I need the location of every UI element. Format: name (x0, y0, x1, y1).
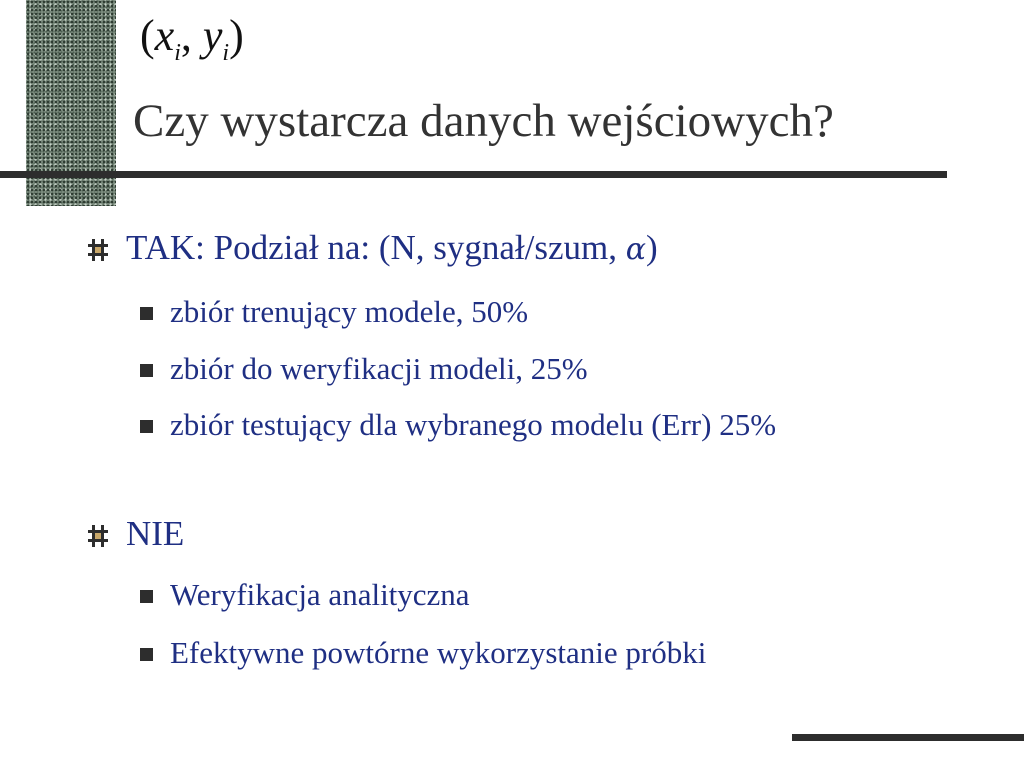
sub-bullet-reuse (140, 634, 880, 671)
square-bullet-icon (140, 307, 153, 320)
sub-bullet-label: zbiór do weryfikacji modeli, 25% (170, 351, 588, 386)
square-bullet-icon (140, 420, 153, 433)
sub-bullet-label: zbiór trenujący modele, 50% (170, 294, 529, 329)
formula-x: x (154, 11, 175, 60)
square-bullet-icon (140, 590, 153, 603)
bullet-nie-label: NIE (126, 514, 185, 553)
square-bullet-icon (140, 364, 153, 377)
formula-x-sub: i (174, 40, 181, 66)
formula-y-sub: i (222, 40, 230, 66)
sub-bullet-test (140, 406, 870, 443)
sub-bullet-analytic (140, 576, 880, 613)
slide-title: Czy wystarcza danych wejściowych? (133, 95, 834, 147)
formula-open-paren: ( (140, 11, 155, 60)
sub-bullet-label: Efektywne powtórne wykorzystanie próbki (170, 635, 707, 670)
hash-bullet-icon (88, 239, 108, 261)
sub-bullet-train (140, 293, 880, 330)
bullet-tak-label: TAK: Podział na: (N, sygnał/szum, α) (126, 228, 658, 267)
alpha-symbol: α (625, 232, 647, 267)
sub-bullet-label: Weryfikacja analityczna (170, 577, 470, 612)
formula-y: y (202, 11, 223, 60)
sub-bullet-validation (140, 350, 880, 387)
bullet-tak (88, 228, 658, 268)
sub-bullet-label: zbiór testujący dla wybranego modelu (Err) 25% (170, 407, 777, 442)
formula-comma: , (180, 11, 192, 60)
square-bullet-icon (140, 648, 153, 661)
formula-close-paren: ) (229, 11, 244, 60)
hash-bullet-icon (88, 525, 108, 547)
bullet-nie (88, 514, 184, 554)
